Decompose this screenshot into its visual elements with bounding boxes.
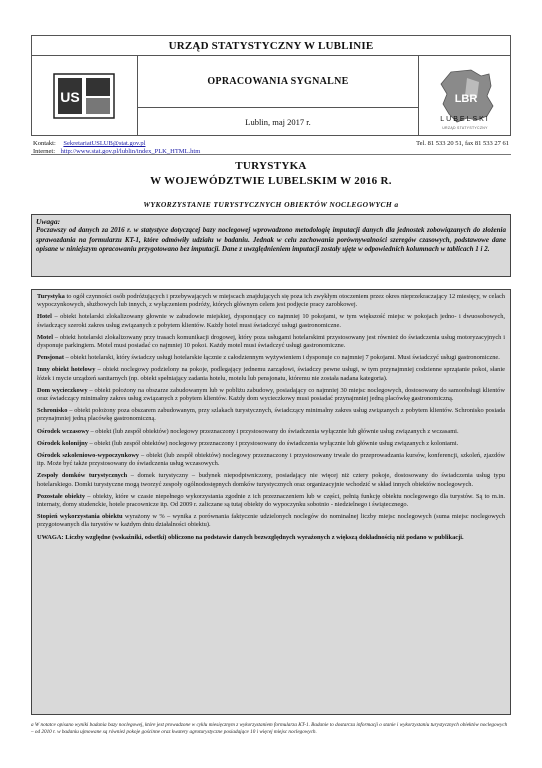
definition-text: – obiekt noclegowy podzielony na pokoje, podlegający jednemu zarządowi, świadczy pewne usługi, w tym przynajmniej codzienne sprzątanie pokoi, słanie łóżek i mycie urządzeń sanitarnych (np. obiekt spełniający zadania hotelu, motelu lub pensjonatu, któremu nie została nadana kategoria). xyxy=(37,366,505,382)
definition-text: – obiekt położony poza obszarem zabudowanym, przy szlakach turystycznych, świadczący minimalny zakres usług związanych z pobytem klientów. Schronisko posiada przynajmniej jedną placówkę gastronomiczną. xyxy=(37,407,505,423)
us-logo-cell xyxy=(32,56,138,136)
definition-item xyxy=(37,513,505,529)
lbr-logo-tagline: URZĄD STATYSTYCZNY xyxy=(442,126,488,130)
contact-divider xyxy=(31,154,511,155)
definition-text: – obiekty, które w czasie niepełnego wykorzystania zgodnie z ich przeznaczeniem lub w części, pełnią funkcję obiektu noclegowego dla turystów. Są to m.in. internaty, domy studenckie, hotele pracownicze itp. Od 2009 r. zaliczane są tutaj obiekty do wypoczynku sobotnio - niedzielnego i świątecznego. xyxy=(37,492,505,509)
definition-text: wyrażony w % – wynika z porównania faktycznie udzielonych noclegów do nominalnej liczby miejsc noclegowych (suma miejsc noclegowych przygotowanych dla turystów w każdym dniu działalności obiektu). xyxy=(37,513,505,529)
definition-item xyxy=(37,354,505,362)
notice-box xyxy=(31,214,511,277)
definition-term: Pozostałe obiekty xyxy=(37,492,86,500)
header-middle xyxy=(138,56,418,136)
definition-text: – obiekt (lub zespół obiektów) noclegowy przeznaczony i przystosowany trwale do przeprowadzania kursów, konferencji, szkoleń, zjazdów itp. Może być także przystosowany do świadczenia usług wczasowych. xyxy=(37,452,505,468)
relative-numbers-note xyxy=(37,534,505,542)
definition-item xyxy=(37,452,505,468)
definition-term: Inny obiekt hotelowy xyxy=(37,366,96,374)
doc-title-line2: W WOJEWÓDZTWIE LUBELSKIM W 2016 R. xyxy=(150,175,392,187)
notice-heading: Uwaga: xyxy=(36,217,61,226)
email-link[interactable]: SekretariatUSLUB@stat.gov.pl xyxy=(63,140,146,147)
definition-item xyxy=(37,407,505,423)
footnote: a W notatce opisano wyniki badania bazy noclegowej, które jest prowadzone w cyklu miesięcznym z wykorzystaniem formularza KT-1. Badanie to dostarcza informacji o stanie i wykorzystaniu turystycznych obiektów noclegowych – od 2010 r. w badaniu ujmowane są również pokoje gościnne oraz kwatery agroturystyczne posiadające 10 i więcej miejsc noclegowych. xyxy=(31,722,508,736)
internet-label: Internet: xyxy=(33,148,56,155)
doc-title-line1: TURYSTYKA xyxy=(235,160,307,172)
definition-item xyxy=(37,366,505,382)
office-name: URZĄD STATYSTYCZNY W LUBLINIE xyxy=(32,36,510,56)
definition-term: Turystyka xyxy=(37,293,65,300)
definition-text: – obiekt hotelarski, który świadczy usługi hotelarskie łącznie z całodziennym wyżywieniem i dysponuje co najmniej 7 pokojami. Musi świadczyć usługi gastronomiczne. xyxy=(63,354,500,362)
definition-item xyxy=(37,472,505,488)
series-title: OPRACOWANIA SYGNALNE xyxy=(138,56,418,108)
lbr-logo-letters: LBR xyxy=(454,93,478,105)
definition-text: – obiekt hotelarski zlokalizowany przy trasach komunikacji drogowej, który poza usługami hotelarskimi przystosowany jest również do świadczenia usług motoryzacyjnych i dysponuje parkingiem. Motel musi posiadać co najmniej 10 pokoi. Każdy motel musi świadczyć usługi gastronomiczne. xyxy=(37,333,505,350)
definition-term: Stopień wykorzystania obiektu xyxy=(37,513,123,521)
definition-text: – obiekt (lub zespół obiektów) noclegowy przeznaczony i przystosowany do świadczenia wyłącznie lub głównie usług związanych z koloniami. xyxy=(87,439,459,447)
definition-term: Zespoły domków turystycznych xyxy=(37,472,128,480)
definitions-box xyxy=(31,289,511,715)
phone-fax: Tel. 81 533 20 51, fax 81 533 27 61 xyxy=(416,140,509,147)
definition-text: – obiekt położony na obszarze zabudowanym lub w pobliżu zabudowy, posiadający co najmniej 30 miejsc noclegowych, dostosowany do samoobsługi klientów oraz świadczący minimalny zakres usług związanych z pobytem klientów. Każdy dom wycieczkowy musi posiadać przynajmniej jedną placówkę gastronomiczną. xyxy=(37,386,505,403)
section-subtitle: WYKORZYSTANIE TURYSTYCZNYCH OBIEKTÓW NOCLEGOWYCH a xyxy=(143,200,399,209)
us-logo-icon xyxy=(52,72,116,120)
definition-text: – domek turystyczny – budynek niepodpiwniczony, posiadający nie więcej niż cztery pokoje, dostosowany do świadczenia usług typu hotelarskiego. Domki turystyczne mogą tworzyć zespoły ogólnodostępnych domków turystycznych oraz organizacyjnie wchodzić w skład innych obiektów noclegowych. xyxy=(37,472,505,488)
notice-text: Poczawszy od danych za 2016 r. w statystyce dotyczącej bazy noclegowej wprowadzono metodologię imputacji danych dla jednostek zobowiązanych do złożenia sprawozdania na formularzu KT-1, które odmówiły udziału w badaniu. Jednak w celu zachowania porównywalności szeregów czasowych, podstawowe dane opisane w niniejszym opracowaniu przygotowano bez imputacji. Dane z uwzględnieniem imputacji zostały ujęte w odpowiednich kolumnach w tablicach 1 i 2. xyxy=(36,226,506,254)
publication-date: Lublin, maj 2017 r. xyxy=(245,117,311,127)
website-link[interactable]: http://www.stat.gov.pl/lublin/index_PLK_HTML.htm xyxy=(60,148,201,155)
note-text: UWAGA: Liczby względne (wskaźniki, odsetki) obliczono na podstawie danych bezwzględnych wyrażonych z większą dokładnością niż podano w publikacji. xyxy=(37,533,464,541)
definition-item xyxy=(37,313,505,329)
definition-item xyxy=(37,428,505,436)
definition-term: Dom wycieczkowy xyxy=(37,386,88,394)
definition-term: Ośrodek kolonijny xyxy=(37,439,88,447)
definition-term: Ośrodek wczasowy xyxy=(37,427,89,435)
contact-label: Kontakt: xyxy=(33,140,56,147)
definition-text: – obiekt (lub zespół obiektów) noclegowy przeznaczony i przystosowany do świadczenia wyłącznie lub głównie usług związanych z wczasami. xyxy=(88,427,459,435)
us-logo-text: US xyxy=(60,89,80,105)
definition-item xyxy=(37,493,505,509)
definition-text: – obiekt hotelarski zlokalizowany głownie w zabudowie miejskiej, dysponujący co najmniej 10 pokojami, w tym większość miejsc w pokojach jedno- i dwuosobowych, świadczący szeroki zakres usług związanych z pobytem klientów. Każdy hotel musi świadczyć usługi gastronomiczne. xyxy=(37,313,505,329)
lbr-logo-name: LUBELSKI xyxy=(440,116,490,123)
definition-term: Schronisko xyxy=(37,407,68,415)
definition-term: Motel xyxy=(37,333,53,341)
header-table xyxy=(31,35,511,136)
definition-term: Ośrodek szkoleniowo-wypoczynkowy xyxy=(37,452,140,460)
definition-item xyxy=(37,440,505,448)
definition-text: to ogół czynności osób podróżujących i przebywających w miejscach znajdujących się poza ich zwykłym otoczeniem przez okres nieprzekraczający 12 miesięcy, w celach wypoczynkowych, służbowych lub innych, z wyłączeniem podróży, których głównym celem jest podjęcie pracy zarobkowej. xyxy=(37,293,505,309)
definition-item xyxy=(37,293,505,309)
definition-term: Hotel xyxy=(37,313,52,321)
lbr-logo-cell xyxy=(418,56,511,136)
definition-item xyxy=(37,334,505,350)
definition-item xyxy=(37,387,505,403)
definition-term: Pensjonat xyxy=(37,354,64,362)
